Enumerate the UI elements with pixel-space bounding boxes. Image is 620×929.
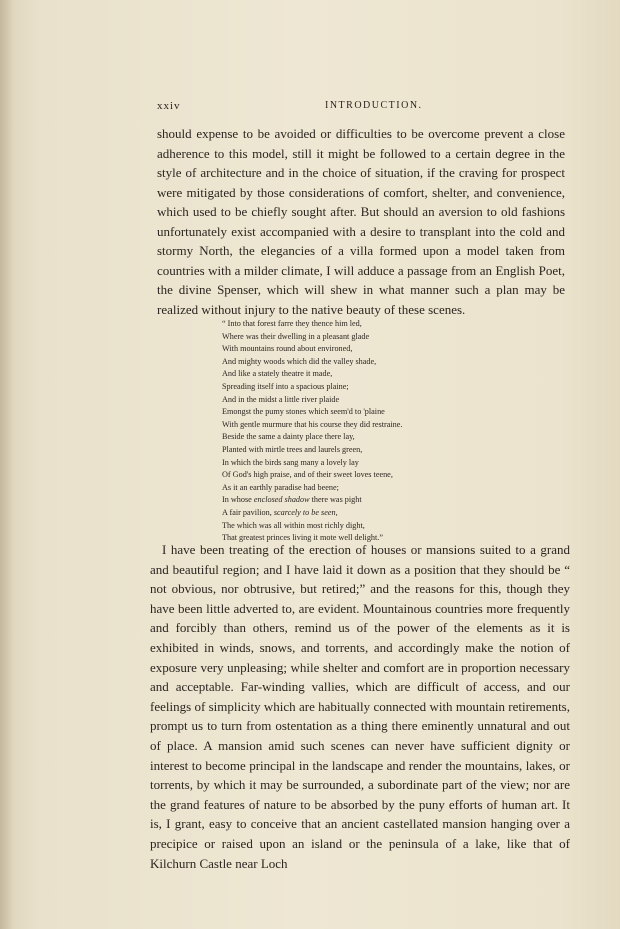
- poem-line: Of God's high praise, and of their sweet loves teene,: [222, 470, 393, 480]
- poem-italic-text: enclosed shadow: [253, 495, 310, 505]
- poem-line: [222, 494, 522, 507]
- poem-line: Where was their dwelling in a pleasant glade: [222, 331, 370, 341]
- poem-line: As it an earthly paradise had beene;: [222, 482, 339, 492]
- poem-line: Beside the same a dainty place there lay,: [222, 432, 355, 442]
- poem-line: Spreading itself into a spacious plaine;: [222, 381, 349, 391]
- poem-line: The which was all within most richly dight,: [222, 520, 365, 530]
- page-number: xxiv: [157, 100, 181, 112]
- poem-line: With mountains round about environed,: [222, 344, 353, 354]
- poem-line: And like a stately theatre it made,: [222, 369, 333, 379]
- poem-text: In whose: [222, 495, 254, 505]
- page-header: [157, 100, 597, 116]
- poem-italic-text: scarcely to be seen,: [273, 507, 338, 517]
- poem-line: And mighty woods which did the valley shade,: [222, 356, 377, 366]
- poem-line: That greatest princes living it mote well delight.”: [222, 533, 383, 543]
- poem-line: And in the midst a little river plaide: [222, 394, 340, 404]
- poem-text: there was pight: [309, 495, 362, 505]
- poem-line: “ Into that forest farre they thence him led,: [222, 319, 362, 328]
- poem-line: With gentle murmure that his course they did restraine.: [222, 419, 403, 429]
- poem-text: A fair pavilion,: [222, 507, 274, 517]
- poem-line: In which the birds sang many a lovely lay: [222, 457, 359, 467]
- poem-line: Planted with mirtle trees and laurels green,: [222, 444, 363, 454]
- body-paragraph-1: should expense to be avoided or difficulties to be overcome prevent a close adherence to this model, still it might be followed to a certain degree in the style of architecture and in the choice of situation, if the craving for prospect were mitigated by those considerations of comfort, shelter, and convenience, which used to be chiefly sought after. But should an aversion to old fashions unfortunately exist accompanied with a desire to transplant into the cold and stormy North, the elegancies of a villa formed upon a model taken from countries with a milder climate, I will adduce a passage from an English Poet, the divine Spenser, which will shew in what manner such a plan may be realized without injury to the native beauty of these scenes.: [157, 126, 565, 317]
- binding-shadow: [0, 0, 14, 929]
- body-paragraph-2: I have been treating of the erection of houses or mansions suited to a grand and beautiful region; and I have laid it down as a position that they should be “ not obvious, nor obtrusive, but retired;” and the reasons for this, though they have been little adverted to, are evident. Mountainous countries more frequently and forcibly than others, remind us of the power of the elements as it is exhibited in winds, snows, and torrents, and accordingly make the notion of exposure very unpleasing; while shelter and comfort are in proportion necessary and acceptable. Far-winding vallies, which are difficult of access, and our feelings of simplicity which are habitually connected with mountain retirements, prompt us to turn from ostentation as a thing there eminently unnatural and out of place. A mansion amid such scenes can never have sufficient dignity or interest to become principal in the landscape and render the mountains, lakes, or torrents, by which it may be surrounded, a subordinate part of the view; nor are the grand features of nature to be absorbed by the puny efforts of human art. It is, I grant, easy to conceive that an ancient castellated mansion hanging over a precipice or raised upon an island or the peninsula of a lake, like that of Kilchurn Castle near Loch: [150, 542, 570, 871]
- running-title: INTRODUCTION.: [325, 100, 423, 111]
- poem-line: [222, 507, 522, 520]
- poem-line: Emongst the pumy stones which seem'd to 'plaine: [222, 407, 385, 417]
- quoted-poem: [222, 318, 522, 545]
